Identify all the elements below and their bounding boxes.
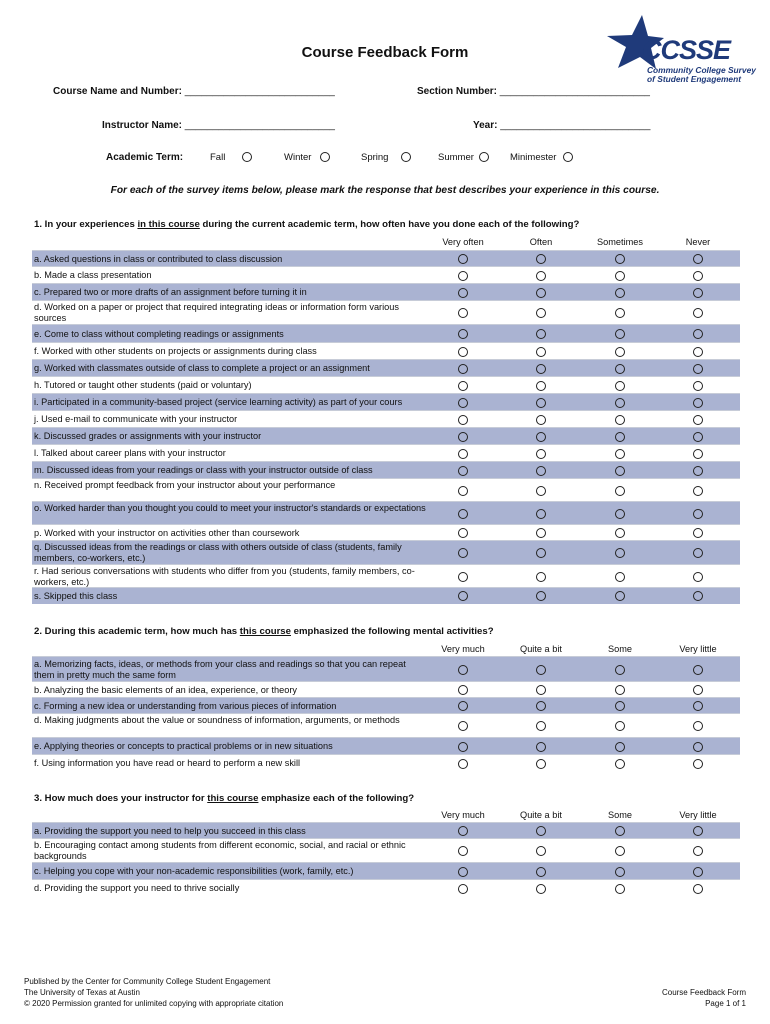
term-option-minimester[interactable] [510,152,573,163]
radio-circle-icon[interactable] [693,826,703,836]
question-emphasis: this course [207,793,259,804]
radio-circle-icon[interactable] [458,509,468,519]
radio-circle-icon[interactable] [615,347,625,357]
radio-circle-icon[interactable] [458,347,468,357]
radio-circle-icon[interactable] [615,329,625,339]
radio-circle-icon[interactable] [615,466,625,476]
radio-circle-icon[interactable] [615,591,625,601]
radio-circle-icon[interactable] [693,308,703,318]
q1-item-row [32,376,740,394]
radio-circle-icon[interactable] [536,528,546,538]
radio-circle-icon[interactable] [536,254,546,264]
item-label: f. Worked with other students on projects or assignments during class [34,346,317,356]
q2-col-header: Very much [441,644,485,654]
radio-circle-icon[interactable] [615,288,625,298]
footer-right [662,987,746,1009]
radio-circle-icon[interactable] [615,826,625,836]
radio-circle-icon[interactable] [536,742,546,752]
item-label: l. Talked about career plans with your instructor [34,448,226,458]
radio-circle-icon[interactable] [693,486,703,496]
radio-circle-icon[interactable] [693,685,703,695]
radio-circle-icon[interactable] [458,528,468,538]
radio-circle-icon[interactable] [615,308,625,318]
radio-circle-icon[interactable] [536,347,546,357]
footer-university: The University of Texas at Austin [24,988,140,997]
q3-col-header: Quite a bit [520,810,562,820]
q1-item-row [32,283,740,301]
radio-circle-icon[interactable] [693,665,703,675]
radio-circle-icon[interactable] [693,254,703,264]
radio-circle-icon[interactable] [458,486,468,496]
radio-circle-icon[interactable] [536,486,546,496]
academic-term-label: Academic Term: [106,152,184,163]
radio-circle-icon[interactable] [615,415,625,425]
course-name-blank[interactable]: ___________________________ [184,86,335,97]
radio-circle-icon[interactable] [536,509,546,519]
q1-item-row [32,300,740,325]
year-label: Year: [473,120,498,131]
radio-circle-icon[interactable] [458,254,468,264]
radio-circle-icon[interactable] [693,721,703,731]
radio-circle-icon[interactable] [615,486,625,496]
radio-circle-icon[interactable] [458,364,468,374]
radio-circle-icon[interactable] [615,432,625,442]
q1-col-header: Very often [442,237,484,247]
item-label: c. Prepared two or more drafts of an assignment before turning it in [34,287,307,297]
radio-circle-icon[interactable] [242,152,252,162]
radio-circle-icon[interactable] [458,466,468,476]
radio-circle-icon[interactable] [615,509,625,519]
radio-circle-icon[interactable] [615,548,625,558]
section-number-field[interactable] [417,86,650,97]
radio-circle-icon[interactable] [615,364,625,374]
radio-circle-icon[interactable] [458,381,468,391]
radio-circle-icon[interactable] [615,701,625,711]
radio-circle-icon[interactable] [693,572,703,582]
item-label: n. Received prompt feedback from your instructor about your performance [34,480,336,490]
term-label: Minimester [510,152,557,163]
radio-circle-icon[interactable] [615,665,625,675]
question-1-heading [34,219,579,230]
radio-circle-icon[interactable] [458,271,468,281]
instructions: For each of the survey items below, please mark the response that best describes your experience in this course. [110,185,660,196]
radio-circle-icon[interactable] [458,846,468,856]
radio-circle-icon[interactable] [615,846,625,856]
radio-circle-icon[interactable] [693,548,703,558]
question-2-heading [34,626,494,637]
item-label: f. Using information you have read or heard to perform a new skill [34,758,301,768]
term-label: Summer [438,152,474,163]
term-label: Winter [284,152,312,163]
q1-item-row [32,524,740,541]
question-text: emphasize each of the following? [258,793,415,804]
radio-circle-icon[interactable] [536,572,546,582]
radio-circle-icon[interactable] [693,449,703,459]
item-label: b. Made a class presentation [34,270,152,280]
radio-circle-icon[interactable] [615,685,625,695]
ccsse-logo [604,14,756,86]
q1-item-row [32,564,740,588]
q1-col-header: Often [529,237,553,247]
q1-item-row [32,393,740,411]
radio-circle-icon[interactable] [536,449,546,459]
footer-copyright: © 2020 Permission granted for unlimited copying with appropriate citation [24,999,284,1008]
q1-item-row [32,478,740,502]
q1-item-row [32,427,740,445]
q2-col-header: Some [607,644,632,654]
question-emphasis: in this course [137,219,200,230]
q1-item-row [32,461,740,479]
radio-circle-icon[interactable] [536,701,546,711]
radio-circle-icon[interactable] [693,701,703,711]
question-text: 2. During this academic term, how much has [34,626,240,637]
q2-col-header: Quite a bit [520,644,562,654]
q3-col-header: Some [607,810,632,820]
item-label: p. Worked with your instructor on activities other than coursework [34,528,300,538]
term-option-spring[interactable] [361,152,411,163]
logo-line-1: Community College Survey [647,65,756,75]
radio-circle-icon[interactable] [536,329,546,339]
item-label: e. Applying theories or concepts to practical problems or in new situations [34,741,333,751]
radio-circle-icon[interactable] [479,152,489,162]
radio-circle-icon[interactable] [458,548,468,558]
term-label: Spring [361,152,389,163]
radio-circle-icon[interactable] [458,415,468,425]
q2-item-row [32,713,740,738]
radio-circle-icon[interactable] [458,449,468,459]
item-label: d. Worked on a paper or project that required integrating ideas or information form various sources [34,302,399,323]
radio-circle-icon[interactable] [615,742,625,752]
radio-circle-icon[interactable] [693,742,703,752]
footer-page-number: Page 1 of 1 [705,999,746,1008]
section-number-label: Section Number: [417,86,498,97]
radio-circle-icon[interactable] [615,381,625,391]
instructor-name-field[interactable] [102,120,335,131]
q1-item-row [32,587,740,604]
radio-circle-icon[interactable] [693,867,703,877]
radio-circle-icon[interactable] [693,398,703,408]
radio-circle-icon[interactable] [536,884,546,894]
radio-circle-icon[interactable] [536,364,546,374]
radio-circle-icon[interactable] [458,665,468,675]
q1-item-row [32,444,740,462]
radio-circle-icon[interactable] [615,528,625,538]
q2-item-row [32,681,740,698]
item-label: h. Tutored or taught other students (paid or voluntary) [34,380,252,390]
q2-item-row [32,737,740,755]
instructor-name-blank[interactable]: ___________________________ [184,120,335,131]
radio-circle-icon[interactable] [458,329,468,339]
radio-circle-icon[interactable] [693,591,703,601]
radio-circle-icon[interactable] [693,288,703,298]
term-option-winter[interactable] [284,152,330,163]
item-label: m. Discussed ideas from your readings or class with your instructor outside of class [34,465,373,475]
radio-circle-icon[interactable] [536,381,546,391]
radio-circle-icon[interactable] [536,432,546,442]
year-field[interactable] [473,120,650,131]
item-label: e. Come to class without completing readings or assignments [34,329,284,339]
radio-circle-icon[interactable] [615,271,625,281]
item-label: k. Discussed grades or assignments with your instructor [34,431,262,441]
footer-form-name: Course Feedback Form [661,988,746,997]
radio-circle-icon[interactable] [536,867,546,877]
year-blank[interactable]: ___________________________ [500,120,651,131]
question-text: during the current academic term, how often have you done each of the following? [199,219,580,230]
instructor-name-label: Instructor Name: [102,120,183,131]
item-label: c. Helping you cope with your non-academic responsibilities (work, family, etc.) [34,866,354,876]
radio-circle-icon[interactable] [536,308,546,318]
radio-circle-icon[interactable] [693,846,703,856]
radio-circle-icon[interactable] [401,152,411,162]
radio-circle-icon[interactable] [693,466,703,476]
radio-circle-icon[interactable] [615,759,625,769]
radio-circle-icon[interactable] [536,415,546,425]
radio-circle-icon[interactable] [536,721,546,731]
q2-item-row [32,656,740,682]
q3-item-row [32,862,740,880]
q2-item-row [32,754,740,772]
question-emphasis: this course [239,626,291,637]
radio-circle-icon[interactable] [536,685,546,695]
item-label: d. Making judgments about the value or soundness of information, arguments, or methods [34,715,400,725]
radio-circle-icon[interactable] [458,867,468,877]
q1-item-row [32,250,740,267]
radio-circle-icon[interactable] [615,254,625,264]
q3-col-header: Very much [441,810,485,820]
radio-circle-icon[interactable] [536,466,546,476]
logo-line-2: of Student Engagement [647,74,741,84]
form-title: Course Feedback Form [301,44,469,61]
q1-item-row [32,540,740,565]
q1-col-header: Sometimes [597,237,643,247]
radio-circle-icon[interactable] [536,548,546,558]
term-option-fall[interactable] [210,152,252,163]
radio-circle-icon[interactable] [458,288,468,298]
radio-circle-icon[interactable] [536,759,546,769]
item-label: j. Used e-mail to communicate with your instructor [34,414,238,424]
radio-circle-icon[interactable] [458,759,468,769]
course-name-label: Course Name and Number: [53,86,182,97]
q3-col-header: Very little [679,810,717,820]
q3-item-row [32,879,740,897]
item-label: a. Asked questions in class or contributed to class discussion [34,254,283,264]
radio-circle-icon[interactable] [536,591,546,601]
radio-circle-icon[interactable] [615,867,625,877]
radio-circle-icon[interactable] [615,884,625,894]
q1-item-row [32,266,740,284]
radio-circle-icon[interactable] [693,364,703,374]
item-label: s. Skipped this class [34,591,118,601]
section-number-blank[interactable]: ___________________________ [499,86,650,97]
item-label: b. Encouraging contact among students from different economic, social, and racial or ethnic backgrounds [34,840,406,861]
radio-circle-icon[interactable] [615,721,625,731]
radio-circle-icon[interactable] [458,685,468,695]
radio-circle-icon[interactable] [563,152,573,162]
radio-circle-icon[interactable] [536,846,546,856]
q1-item-row [32,324,740,343]
radio-circle-icon[interactable] [458,432,468,442]
item-label: a. Memorizing facts, ideas, or methods from your class and readings so that you can repeat them in pretty much the same form [34,659,406,680]
q1-item-row [32,501,740,525]
radio-circle-icon[interactable] [458,826,468,836]
radio-circle-icon[interactable] [693,381,703,391]
q1-item-row [32,359,740,377]
q3-item-row [32,838,740,863]
q1-col-header: Never [685,237,711,247]
radio-circle-icon[interactable] [693,329,703,339]
term-option-summer[interactable] [438,152,489,163]
item-label: g. Worked with classmates outside of class to complete a project or an assignment [34,363,370,373]
radio-circle-icon[interactable] [458,591,468,601]
item-label: d. Providing the support you need to thrive socially [34,883,240,893]
radio-circle-icon[interactable] [693,432,703,442]
radio-circle-icon[interactable] [536,826,546,836]
radio-circle-icon[interactable] [458,742,468,752]
item-label: i. Participated in a community-based project (service learning activity) as part of your cours [34,397,403,407]
q2-col-header: Very little [679,644,717,654]
course-name-field[interactable] [53,86,335,97]
radio-circle-icon[interactable] [320,152,330,162]
radio-circle-icon[interactable] [615,398,625,408]
question-text: 1. In your experiences [34,219,138,230]
item-label: q. Discussed ideas from the readings or class with others outside of class (students, family members, co-workers, etc.) [34,542,402,563]
radio-circle-icon[interactable] [693,347,703,357]
question-text: emphasized the following mental activities? [290,626,494,637]
item-label: r. Had serious conversations with students who differ from you (students, family members, co-workers, etc.) [34,566,415,587]
radio-circle-icon[interactable] [693,884,703,894]
radio-circle-icon[interactable] [536,288,546,298]
footer-left [24,976,283,1009]
question-3-heading [34,793,414,804]
radio-circle-icon[interactable] [536,665,546,675]
logo-wordmark: CCSSE [642,35,731,65]
radio-circle-icon[interactable] [536,398,546,408]
q2-item-row [32,697,740,714]
item-label: a. Providing the support you need to help you succeed in this class [34,826,306,836]
radio-circle-icon[interactable] [693,759,703,769]
q1-item-row [32,410,740,428]
question-text: 3. How much does your instructor for [34,793,208,804]
radio-circle-icon[interactable] [693,509,703,519]
radio-circle-icon[interactable] [615,572,625,582]
q3-item-row [32,822,740,839]
footer-publisher: Published by the Center for Community College Student Engagement [24,977,271,986]
radio-circle-icon[interactable] [458,884,468,894]
q1-item-row [32,342,740,360]
radio-circle-icon[interactable] [536,271,546,281]
item-label: o. Worked harder than you thought you could to meet your instructor's standards or expectations [34,503,426,513]
radio-circle-icon[interactable] [458,701,468,711]
radio-circle-icon[interactable] [693,415,703,425]
radio-circle-icon[interactable] [458,721,468,731]
radio-circle-icon[interactable] [458,572,468,582]
radio-circle-icon[interactable] [693,528,703,538]
item-label: b. Analyzing the basic elements of an idea, experience, or theory [34,685,298,695]
radio-circle-icon[interactable] [458,398,468,408]
item-label: c. Forming a new idea or understanding from various pieces of information [34,701,337,711]
radio-circle-icon[interactable] [615,449,625,459]
term-label: Fall [210,152,226,163]
radio-circle-icon[interactable] [458,308,468,318]
radio-circle-icon[interactable] [693,271,703,281]
